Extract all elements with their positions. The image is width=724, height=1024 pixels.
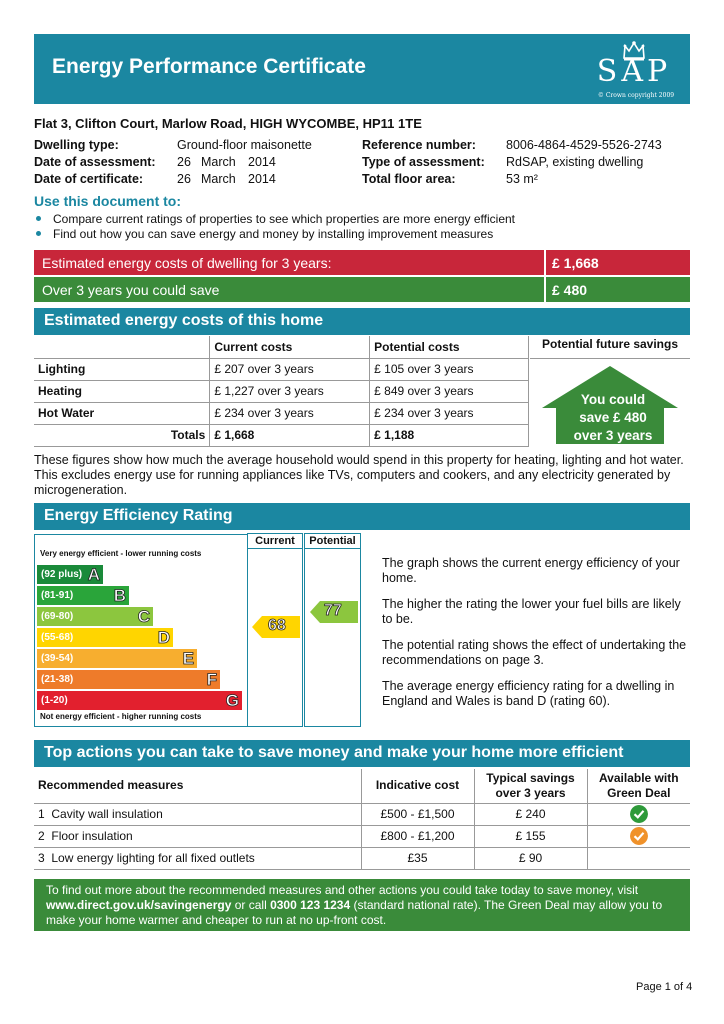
current-cost-cell: £ 234 over 3 years (210, 402, 370, 424)
green-check-icon (630, 805, 648, 823)
band-range: (69-80) (41, 611, 74, 622)
efficient-label: Very energy efficient - lower running costs (40, 549, 202, 558)
column-header (474, 769, 587, 803)
sap-logo-text: SAP (596, 54, 672, 89)
band-range: (1-20) (41, 695, 68, 706)
section-title: Energy Efficiency Rating (44, 507, 233, 524)
column-header (587, 769, 690, 803)
band-letter: A (87, 565, 100, 584)
savings-cell: £ 90 (474, 847, 587, 869)
phone-number: 0300 123 1234 (270, 898, 351, 912)
section-title: Estimated energy costs of this home (44, 312, 324, 329)
footer-text: (standard national rate). The Green Deal may allow you to make your home warmer and cheaper to run at no up-front cost. (46, 898, 663, 927)
totals-label: Totals (34, 424, 210, 446)
bullet-text: Find out how you can save energy and money by installing improvement measures (53, 227, 494, 241)
table-header-row (34, 336, 529, 358)
savings-callout-line: over 3 years (573, 428, 653, 443)
certificate-date-label: Date of certificate: (34, 172, 144, 186)
bar-divider (544, 277, 546, 302)
band-letter: D (157, 628, 170, 647)
footer-text: To find out more about the recommended measures and other actions you could take today to save money, visit (46, 883, 639, 897)
cost-cell: £800 - £1,200 (361, 825, 474, 847)
measure-name: Cavity wall insulation (51, 807, 163, 821)
section-title: Top actions you can take to save money and make your home more efficient (44, 744, 624, 761)
totals-row (34, 424, 529, 446)
row-label: Lighting (34, 358, 210, 380)
use-document-heading: Use this document to: (34, 193, 182, 209)
band-a (37, 565, 103, 584)
costs-explanation: These figures show how much the average household would spend in this property for heating, lighting and hot water. This excludes energy use for running appliances like TVs, computers and cookers, and any electricity generated by microgeneration. (34, 453, 684, 497)
table-header-blank (34, 336, 210, 358)
dwelling-type-value: Ground-floor maisonette (177, 138, 312, 152)
current-rating-column (247, 549, 303, 727)
column-header-line: Available with (598, 770, 679, 785)
table-header-row (34, 769, 690, 803)
certificate-header (34, 34, 690, 104)
reference-number: 8006-4864-4529-5526-2743 (506, 138, 662, 152)
assessment-type-label: Type of assessment: (362, 155, 485, 169)
potential-cost-cell: £ 105 over 3 years (370, 358, 529, 380)
column-header: Recommended measures (34, 769, 361, 803)
certificate-month: March (201, 172, 236, 186)
band-letter: F (206, 670, 217, 689)
table-row (34, 402, 529, 424)
potential-rating-value: 77 (324, 602, 342, 619)
future-savings-heading: Potential future savings (541, 337, 679, 351)
paragraph: The graph shows the current energy efficiency of your home. (382, 556, 680, 585)
band-e (37, 649, 197, 668)
certificate-year: 2014 (248, 172, 276, 186)
page-number: Page 1 of 4 (636, 981, 693, 993)
costs-section-heading (34, 308, 690, 335)
inefficient-label: Not energy efficient - higher running costs (40, 712, 202, 721)
certificate-day: 26 (177, 172, 191, 186)
energy-costs-table (34, 336, 529, 447)
measure-name: Floor insulation (51, 829, 133, 843)
measure-number: 3 (38, 851, 45, 865)
paragraph: The potential rating shows the effect of undertaking the recommendations on page 3. (382, 638, 687, 667)
bullet-icon (36, 231, 41, 236)
property-address: Flat 3, Clifton Court, Marlow Road, HIGH WYCOMBE, HP11 1TE (34, 116, 422, 131)
column-header: Current costs (210, 336, 370, 358)
potential-cost-cell: £ 849 over 3 years (370, 380, 529, 402)
savings-callout-line: You could (580, 392, 646, 407)
green-deal-cell (587, 847, 690, 869)
row-label: Hot Water (34, 402, 210, 424)
band-f (37, 670, 220, 689)
potential-column-header: Potential (304, 533, 361, 549)
totals-current: £ 1,668 (210, 424, 370, 446)
sap-logo (584, 38, 684, 100)
reference-label: Reference number: (362, 138, 476, 152)
cost-cell: £500 - £1,500 (361, 803, 474, 825)
column-header-line: over 3 years (495, 785, 566, 800)
current-rating-value: 68 (268, 617, 286, 634)
band-range: (81-91) (41, 590, 74, 601)
measure-number: 1 (38, 807, 45, 821)
savings-label: Over 3 years you could save (42, 282, 220, 298)
band-range: (39-54) (41, 653, 74, 664)
table-row (34, 847, 690, 869)
band-b (37, 586, 129, 605)
current-column-header: Current (247, 533, 303, 549)
table-row (34, 358, 529, 380)
cost-cell: £35 (361, 847, 474, 869)
estimated-cost-value: £ 1,668 (552, 255, 599, 271)
measure-name: Low energy lighting for all fixed outlets (51, 851, 255, 865)
green-deal-cell (587, 825, 690, 847)
floor-area-value: 53 m² (506, 172, 538, 186)
band-letter: C (137, 607, 150, 626)
column-header: Potential costs (370, 336, 529, 358)
savings-callout (553, 391, 673, 445)
efficiency-section-heading (34, 503, 690, 530)
savings-value: £ 480 (552, 282, 588, 298)
measure-cell (34, 803, 361, 825)
savings-bar (34, 277, 690, 302)
footer-text: or call (231, 898, 271, 912)
page-title: Energy Performance Certificate (52, 55, 366, 78)
band-range: (55-68) (41, 632, 74, 643)
table-row (34, 803, 690, 825)
current-cost-cell: £ 207 over 3 years (210, 358, 370, 380)
measure-number: 2 (38, 829, 45, 843)
actions-section-heading (34, 740, 690, 767)
measure-cell (34, 825, 361, 847)
savingenergy-link[interactable]: www.direct.gov.uk/savingenergy (46, 898, 232, 912)
assessment-type-value: RdSAP, existing dwelling (506, 155, 644, 169)
bullet-text: Compare current ratings of properties to see which properties are more energy efficient (53, 212, 516, 226)
paragraph: The average energy efficiency rating for a dwelling in England and Wales is band D (rating 60). (382, 679, 675, 708)
column-header-line: Green Deal (607, 785, 671, 800)
estimated-cost-bar (34, 250, 690, 275)
list-item (36, 212, 515, 226)
savings-cell: £ 155 (474, 825, 587, 847)
band-letter: E (182, 649, 194, 668)
band-range: (21-38) (41, 674, 74, 685)
orange-check-icon (630, 827, 648, 845)
band-letter: B (113, 586, 126, 605)
potential-cost-cell: £ 234 over 3 years (370, 402, 529, 424)
divider (530, 358, 690, 359)
green-deal-cell (587, 803, 690, 825)
recommended-measures-table (34, 769, 690, 870)
measure-cell (34, 847, 361, 869)
assessment-year: 2014 (248, 155, 276, 169)
dwelling-type-label: Dwelling type: (34, 138, 119, 152)
assessment-day: 26 (177, 155, 191, 169)
current-cost-cell: £ 1,227 over 3 years (210, 380, 370, 402)
bar-divider (544, 250, 546, 275)
band-c (37, 607, 153, 626)
table-row (34, 380, 529, 402)
column-header: Indicative cost (361, 769, 474, 803)
assessment-date-label: Date of assessment: (34, 155, 156, 169)
savings-callout-line: save £ 480 (579, 410, 647, 425)
paragraph: The higher the rating the lower your fuel bills are likely to be. (382, 597, 681, 626)
row-label: Heating (34, 380, 210, 402)
assessment-month: March (201, 155, 236, 169)
band-g (37, 691, 242, 710)
band-letter: G (225, 691, 239, 710)
band-d (37, 628, 173, 647)
crown-copyright: © Crown copyright 2009 (597, 92, 675, 99)
estimated-cost-label: Estimated energy costs of dwelling for 3 years: (42, 255, 332, 271)
bullet-icon (36, 216, 41, 221)
column-header-line: Typical savings (486, 770, 575, 785)
footer-info-box (34, 879, 690, 931)
efficiency-explanation (382, 556, 688, 720)
savings-cell: £ 240 (474, 803, 587, 825)
table-row (34, 825, 690, 847)
floor-area-label: Total floor area: (362, 172, 456, 186)
potential-rating-column (304, 549, 361, 727)
totals-potential: £ 1,188 (370, 424, 529, 446)
band-range: (92 plus) (41, 569, 83, 580)
list-item (36, 227, 493, 241)
